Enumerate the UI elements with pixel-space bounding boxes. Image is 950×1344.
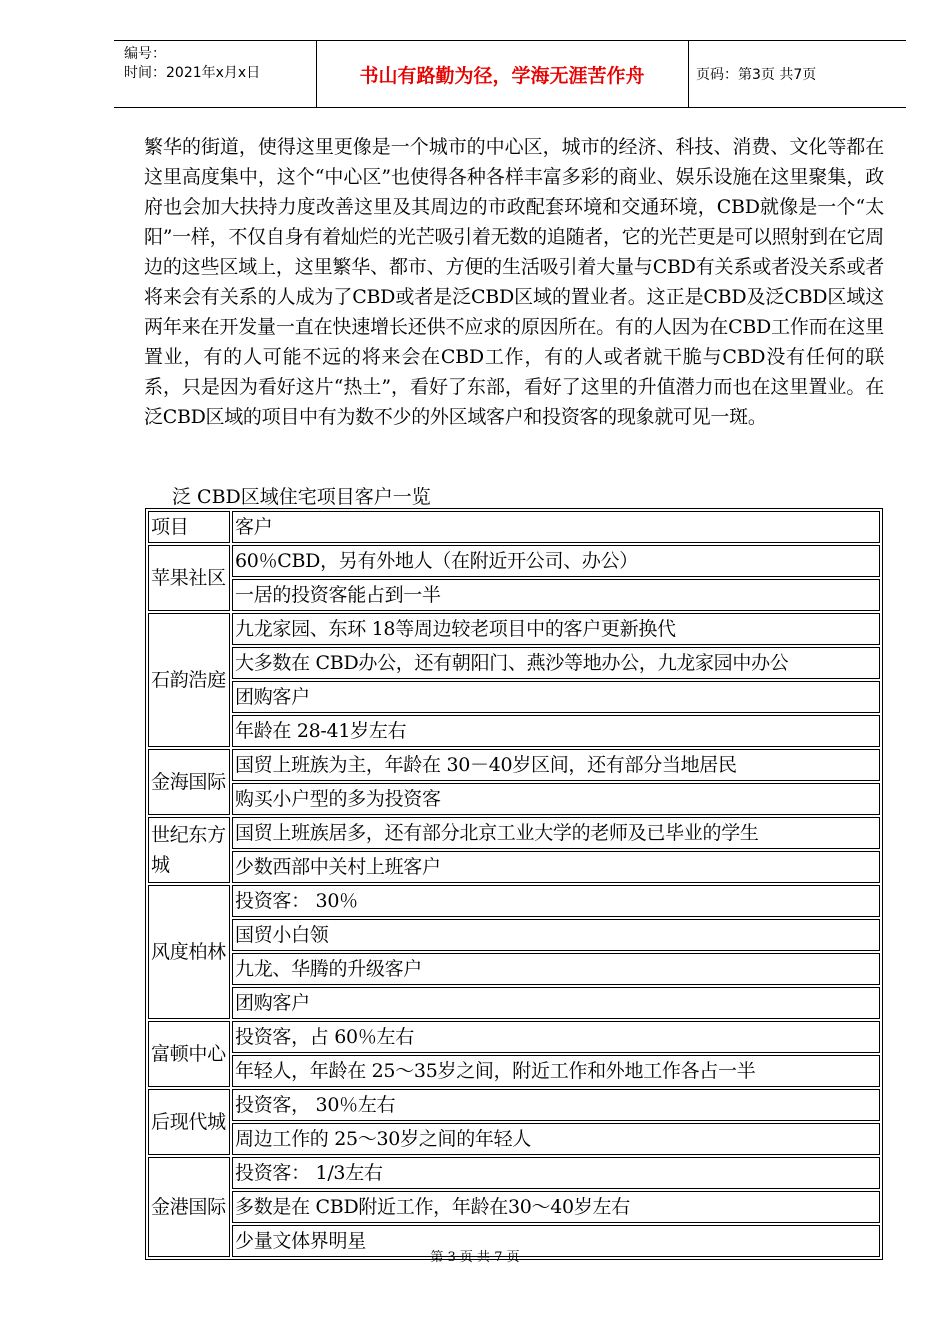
client-description: 购买小户型的多为投资客 [232, 783, 880, 815]
table-header-row [148, 511, 880, 543]
client-description: 少数西部中关村上班客户 [232, 851, 880, 883]
table-row [148, 715, 880, 747]
table-row [148, 885, 880, 917]
table-row [148, 749, 880, 781]
table-row [148, 1089, 880, 1121]
client-description: 投资客，占 60％左右 [232, 1021, 880, 1053]
body-paragraph [144, 132, 884, 432]
client-description: 国贸上班族居多，还有部分北京工业大学的老师及已毕业的学生 [232, 817, 880, 849]
table-row [148, 579, 880, 611]
table-caption: 泛 CBD区域住宅项目客户一览 [172, 486, 431, 508]
table-row [148, 953, 880, 985]
page-footer: 第 3 页 共 7 页 [430, 1250, 520, 1265]
client-description: 团购客户 [232, 987, 880, 1019]
client-description: 投资客， 30％左右 [232, 1089, 880, 1121]
project-name: 风度柏林 [148, 885, 230, 1019]
time-label: 时间：2021年x月x日 [124, 65, 261, 81]
paragraph-text: 繁华的街道，使得这里更像是一个城市的中心区，城市的经济、科技、消费、文化等都在这里高度集中，这个“中心区”也使得各种各样丰富多彩的商业、娱乐设施在这里聚集，政府也会加大扶持力度改善这里及其周边的市政配套环境和交通环境，CBD就像是一个“太阳”一样，不仅自身有着灿烂的光芒吸引着无数的追随者，它的光芒更是可以照射到在它周边的这些区域上，这里繁华、都市、方便的生活吸引着大量与CBD有关系或者没关系或者将来会有关系的人成为了CBD或者是泛CBD区域的置业者。这正是CBD及泛CBD区域这两年来在开发量一直在快速增长还供不应求的原因所在。有的人因为在CBD工作而在这里置业，有的人可能不远的将来会在CBD工作，有的人或者就干脆与CBD没有任何的联系，只是因为看好这片“热土”，看好了东部，看好了这里的升值潜力而也在这里置业。在泛CBD区域的项目中有为数不少的外区域客户和投资客的现象就可见一斑。 [144, 136, 884, 428]
client-description: 国贸小白领 [232, 919, 880, 951]
project-name: 苹果社区 [148, 545, 230, 611]
client-description: 一居的投资客能占到一半 [232, 579, 880, 611]
project-name: 石韵浩庭 [148, 613, 230, 747]
client-description: 九龙家园、东环 18等周边较老项目中的客户更新换代 [232, 613, 880, 645]
table-row [148, 1191, 880, 1223]
table-row [148, 1123, 880, 1155]
table-row [148, 783, 880, 815]
header-meta [124, 45, 314, 83]
header-client: 客户 [232, 511, 880, 543]
table-row [148, 817, 880, 849]
table-row [148, 1157, 880, 1189]
client-description: 投资客： 1/3左右 [232, 1157, 880, 1189]
table-row [148, 851, 880, 883]
table-row [148, 681, 880, 713]
table-row [148, 987, 880, 1019]
client-description: 投资客： 30％ [232, 885, 880, 917]
project-name: 后现代城 [148, 1089, 230, 1155]
client-description: 多数是在 CBD附近工作，年龄在30～40岁左右 [232, 1191, 880, 1223]
table-row [148, 647, 880, 679]
client-description: 少量文体界明星 [232, 1225, 880, 1257]
header-project: 项目 [148, 511, 230, 543]
client-description: 60％CBD，另有外地人（在附近开公司、办公） [232, 545, 880, 577]
client-description: 大多数在 CBD办公，还有朝阳门、燕沙等地办公，九龙家园中办公 [232, 647, 880, 679]
number-label: 编号： [124, 46, 166, 62]
table-row [148, 613, 880, 645]
project-name: 金海国际 [148, 749, 230, 815]
table-row [148, 919, 880, 951]
client-table [145, 508, 883, 1260]
project-name: 金港国际 [148, 1157, 230, 1257]
table-row [148, 545, 880, 577]
page-info: 页码：第3页 共7页 [696, 67, 817, 83]
client-description: 九龙、华腾的升级客户 [232, 953, 880, 985]
header-divider [688, 41, 689, 107]
project-name: 富顿中心 [148, 1021, 230, 1087]
client-description: 年轻人，年龄在 25～35岁之间，附近工作和外地工作各占一半 [232, 1055, 880, 1087]
table-row [148, 1021, 880, 1053]
header-motto: 书山有路勤为径，学海无涯苦作舟 [359, 64, 645, 87]
client-description: 国贸上班族为主，年龄在 30－40岁区间，还有部分当地居民 [232, 749, 880, 781]
client-description: 周边工作的 25～30岁之间的年轻人 [232, 1123, 880, 1155]
client-description: 年龄在 28-41岁左右 [232, 715, 880, 747]
page-header [114, 40, 906, 108]
project-name: 世纪东方城 [148, 817, 230, 883]
table-row [148, 1055, 880, 1087]
client-description: 团购客户 [232, 681, 880, 713]
